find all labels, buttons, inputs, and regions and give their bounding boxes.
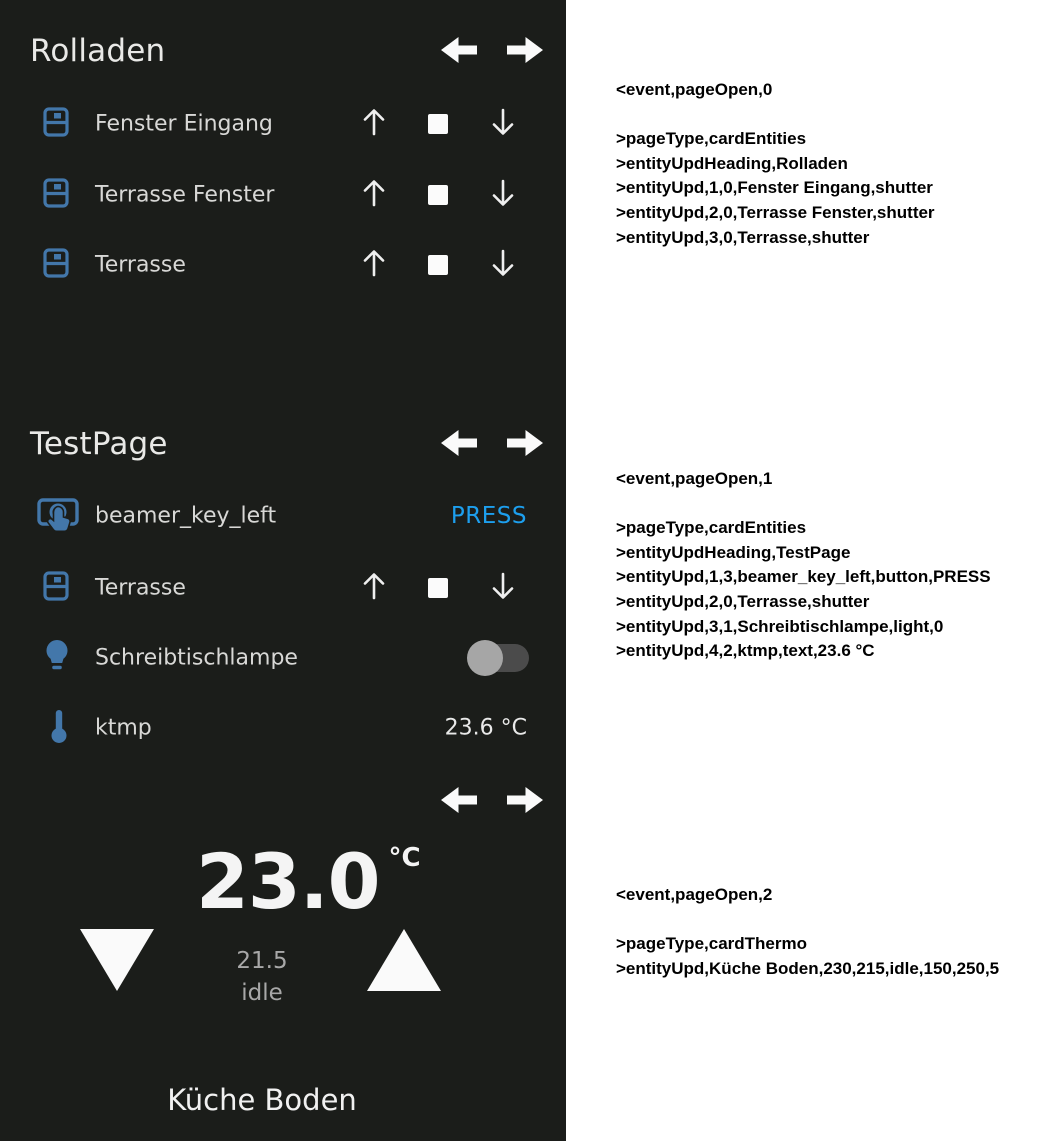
protocol-block-page0 <box>616 78 1041 250</box>
page-next-button[interactable] <box>507 36 543 64</box>
window-shutter-icon <box>43 571 69 605</box>
shutter-down-button[interactable] <box>487 178 519 212</box>
page-prev-button[interactable] <box>441 429 477 457</box>
entity-row <box>0 96 566 152</box>
protocol-block-page1 <box>616 467 1041 664</box>
card-heading: TestPage <box>30 426 168 462</box>
shutter-down-button[interactable] <box>487 248 519 282</box>
shutter-up-button[interactable] <box>358 248 390 282</box>
gesture-tap-button-icon <box>37 494 79 538</box>
shutter-down-button[interactable] <box>487 571 519 605</box>
arrow-right-icon <box>507 429 543 457</box>
protocol-line: <event,pageOpen,1 <box>616 469 773 488</box>
entity-row <box>0 488 566 544</box>
hvac-state: idle <box>241 980 283 1006</box>
page-prev-button[interactable] <box>441 786 477 814</box>
entity-label: Fenster Eingang <box>95 111 273 137</box>
target-temperature: 21.5 <box>236 948 288 974</box>
entity-label: beamer_key_left <box>95 503 277 529</box>
entity-label: ktmp <box>95 715 152 741</box>
entity-label: Schreibtischlampe <box>95 645 298 671</box>
page-prev-button[interactable] <box>441 36 477 64</box>
protocol-line: >entityUpd,2,0,Terrasse,shutter <box>616 591 870 611</box>
current-temperature-value: 23.0 <box>196 837 380 926</box>
window-shutter-icon <box>43 178 69 212</box>
protocol-line: >entityUpd,2,0,Terrasse Fenster,shutter <box>616 202 935 222</box>
shutter-up-button[interactable] <box>358 571 390 605</box>
temp-increase-button[interactable] <box>367 929 441 991</box>
shutter-down-button[interactable] <box>487 107 519 141</box>
thermostat-title: Küche Boden <box>167 1083 357 1117</box>
page-next-button[interactable] <box>507 786 543 814</box>
entity-row <box>0 630 566 686</box>
temp-decrease-button[interactable] <box>80 929 154 991</box>
protocol-line: <event,pageOpen,0 <box>616 80 773 99</box>
entity-row <box>0 700 566 756</box>
protocol-line: >pageType,cardThermo <box>616 934 807 954</box>
window-shutter-icon <box>43 248 69 282</box>
protocol-block-page2 <box>616 883 1041 981</box>
current-temperature <box>196 837 421 926</box>
thermometer-icon <box>49 708 69 748</box>
arrow-left-icon <box>441 786 477 814</box>
protocol-line: >entityUpd,3,0,Terrasse,shutter <box>616 227 870 247</box>
shutter-up-button[interactable] <box>358 107 390 141</box>
lightbulb-icon <box>44 638 70 678</box>
protocol-line: >entityUpdHeading,TestPage <box>616 542 851 562</box>
shutter-stop-button[interactable] <box>428 114 448 134</box>
protocol-line: >pageType,cardEntities <box>616 129 807 149</box>
protocol-line: >entityUpd,Küche Boden,230,215,idle,150,250,5 <box>616 958 1000 978</box>
protocol-line: <event,pageOpen,2 <box>616 885 773 904</box>
window-shutter-icon <box>43 107 69 141</box>
protocol-line: >entityUpd,4,2,ktmp,text,23.6 °C <box>616 641 875 661</box>
protocol-line <box>616 908 1041 933</box>
shutter-up-button[interactable] <box>358 178 390 212</box>
entity-label: Terrasse <box>95 252 186 278</box>
shutter-stop-button[interactable] <box>428 578 448 598</box>
page-next-button[interactable] <box>507 429 543 457</box>
arrow-left-icon <box>441 36 477 64</box>
entity-label: Terrasse Fenster <box>95 182 275 208</box>
entity-row <box>0 237 566 293</box>
entity-row <box>0 167 566 223</box>
protocol-line: >entityUpd,1,3,beamer_key_left,button,PRESS <box>616 567 991 587</box>
arrow-right-icon <box>507 36 543 64</box>
press-button[interactable]: PRESS <box>450 503 527 529</box>
protocol-line <box>616 492 1041 517</box>
entity-label: Terrasse <box>95 575 186 601</box>
arrow-right-icon <box>507 786 543 814</box>
entity-value: 23.6 °C <box>444 715 527 741</box>
protocol-line <box>616 103 1041 128</box>
toggle-knob <box>467 640 503 676</box>
entity-row <box>0 560 566 616</box>
protocol-line: >entityUpdHeading,Rolladen <box>616 153 848 173</box>
protocol-line: >pageType,cardEntities <box>616 518 807 538</box>
light-toggle[interactable] <box>467 640 529 676</box>
shutter-stop-button[interactable] <box>428 255 448 275</box>
protocol-line: >entityUpd,3,1,Schreibtischlampe,light,0 <box>616 616 944 636</box>
card-heading: Rolladen <box>30 33 166 69</box>
temperature-unit: °C <box>388 843 421 873</box>
shutter-stop-button[interactable] <box>428 185 448 205</box>
arrow-left-icon <box>441 429 477 457</box>
protocol-line: >entityUpd,1,0,Fenster Eingang,shutter <box>616 178 933 198</box>
